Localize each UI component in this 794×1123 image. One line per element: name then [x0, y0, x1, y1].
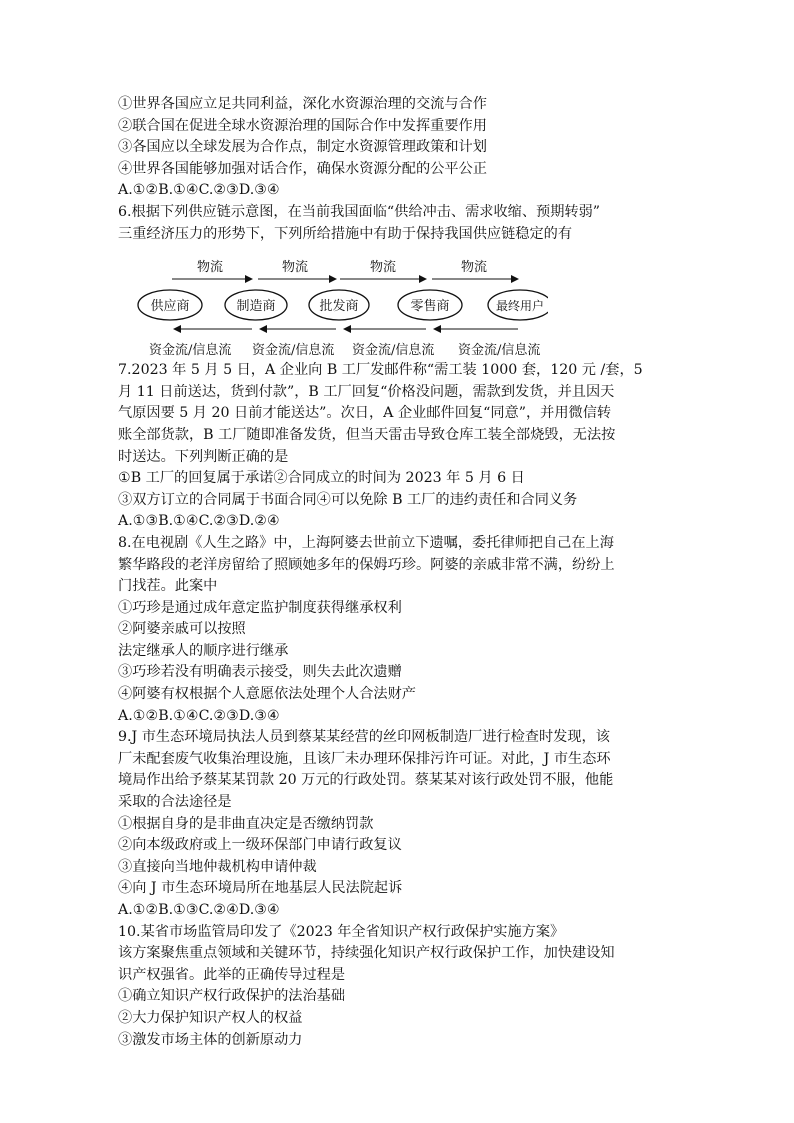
q8-stem-line: 8.在电视剧《人生之路》中，上海阿婆去世前立下遗嘱，委托律师把自己在上海 [118, 534, 614, 551]
q9-option-line: ②向本级政府或上一级环保部门申请行政复议 [118, 837, 402, 854]
q10-stem-line: 该方案聚焦重点领域和关键环节，持续强化知识产权行政保护工作，加快建设知 [118, 945, 615, 962]
q5-option: ④世界各国能够加强对话合作，确保水资源分配的公平公正 [118, 160, 487, 177]
q7-option-line: ①B 工厂的回复属于承诺②合同成立的时间为 2023 年 5 月 6 日 [118, 470, 525, 487]
q10-stem-line: 识产权强省。此举的正确传导过程是 [118, 966, 346, 983]
flow-label: 物流 [196, 260, 224, 276]
q9-option-line: ①根据自身的是非曲直决定是否缴纳罚款 [118, 815, 374, 832]
q7-option-line: ③双方订立的合同属于书面合同④可以免除 B 工厂的违约责任和合同义务 [118, 491, 578, 508]
q9-stem-line: 境局作出给予蔡某某罚款 20 万元的行政处罚。蔡某某对该行政处罚不服，他能 [118, 772, 614, 789]
q8-choices: A.①②B.①④C.②③D.③④ [118, 707, 280, 724]
q6-stem-line: 三重经济压力的形势下，下列所给措施中有助于保持我国供应链稳定的有 [118, 225, 573, 242]
q9-stem-line: 9.J 市生态环境局执法人员到蔡某某经营的丝印网板制造厂进行检查时发现，该 [118, 729, 610, 746]
money-info-label: 资金流/信息流 [252, 343, 335, 359]
q9-choices: A.①②B.①③C.②④D.③④ [118, 902, 280, 918]
question-7 [118, 360, 678, 533]
q5-option: ①世界各国应立足共同利益，深化水资源治理的交流与合作 [118, 96, 487, 112]
money-info-labels [118, 340, 678, 360]
q8-option-line: ②阿婆亲戚可以按照 [118, 621, 246, 638]
q5-choices: A.①②B.①④C.②③D.③④ [118, 182, 280, 199]
q7-stem-line: 时送达。下列判断正确的是 [118, 448, 289, 465]
node-label: 批发商 [319, 299, 359, 315]
exam-page [118, 94, 678, 1051]
money-info-label: 资金流/信息流 [352, 343, 435, 359]
money-info-label: 资金流/信息流 [458, 343, 541, 359]
q9-option-line: ③直接向当地仲裁机构申请仲裁 [118, 858, 317, 875]
flow-label: 物流 [281, 260, 309, 276]
question-9 [118, 727, 678, 921]
money-info-label: 资金流/信息流 [149, 343, 232, 359]
q8-option-line: ①巧珍是通过成年意定监护制度获得继承权利 [118, 599, 402, 616]
q9-stem-line: 厂未配套废气收集治理设施，且该厂未办理环保排污许可证。对此，J 市生态环 [118, 750, 611, 767]
question-10 [118, 922, 678, 1052]
question-8 [118, 533, 678, 727]
q10-option-line: ②大力保护知识产权人的权益 [118, 1009, 303, 1026]
question-6 [118, 202, 678, 360]
q10-stem-line: 10.某省市场监管局印发了《2023 年全省知识产权行政保护实施方案》 [118, 923, 565, 940]
supply-chain-diagram [118, 247, 678, 346]
q5-option: ③各国应以全球发展为合作点，制定水资源管理政策和计划 [118, 139, 487, 156]
q5-option: ②联合国在促进全球水资源治理的国际合作中发挥重要作用 [118, 117, 487, 134]
q8-stem-line: 门找茬。此案中 [118, 578, 218, 595]
q7-stem-line: 账全部货款，B 工厂随即准备发货，但当天雷击导致仓库工装全部烧毁，无法按 [118, 426, 616, 443]
q6-stem-line: 6.根据下列供应链示意图，在当前我国面临“供给冲击、需求收缩、预期转弱” [118, 203, 601, 220]
flow-label: 物流 [369, 260, 397, 276]
flow-label: 物流 [460, 260, 488, 276]
q9-stem-line: 采取的合法途径是 [118, 794, 232, 811]
q9-option-line: ④向 J 市生态环境局所在地基层人民法院起诉 [118, 880, 403, 897]
q5-options [118, 94, 678, 202]
q7-choices: A.①③B.①④C.②③D.②④ [118, 513, 280, 530]
q8-option-line: 法定继承人的顺序进行继承 [118, 642, 289, 659]
q7-stem-line: 气原因要 5 月 20 日前才能送达”。次日，A 企业邮件回复“同意”，并用微信转 [118, 405, 612, 422]
q10-option-line: ①确立知识产权行政保护的法治基础 [118, 988, 346, 1005]
node-label: 最终用户 [495, 299, 545, 314]
q8-option-line: ③巧珍若没有明确表示接受，则失去此次遗赠 [118, 664, 402, 681]
q8-option-line: ④阿婆有权根据个人意愿依法处理个人合法财产 [118, 686, 416, 703]
q7-stem-line: 7.2023 年 5 月 5 日，A 企业向 B 工厂发邮件称“需工装 1000 套，120 元 /套，5 [118, 362, 643, 379]
node-label: 供应商 [150, 299, 190, 315]
q10-option-line: ③激发市场主体的创新原动力 [118, 1031, 303, 1048]
node-label: 制造商 [236, 299, 276, 315]
q8-stem-line: 繁华路段的老洋房留给了照顾她多年的保姆巧珍。阿婆的亲戚非常不满，纷纷上 [118, 556, 615, 573]
node-label: 零售商 [410, 299, 450, 315]
q7-stem-line: 月 11 日前送达，货到付款”，B 工厂回复“价格没问题，需款到发货，并且因天 [118, 383, 615, 400]
supply-chain-svg [118, 247, 548, 346]
